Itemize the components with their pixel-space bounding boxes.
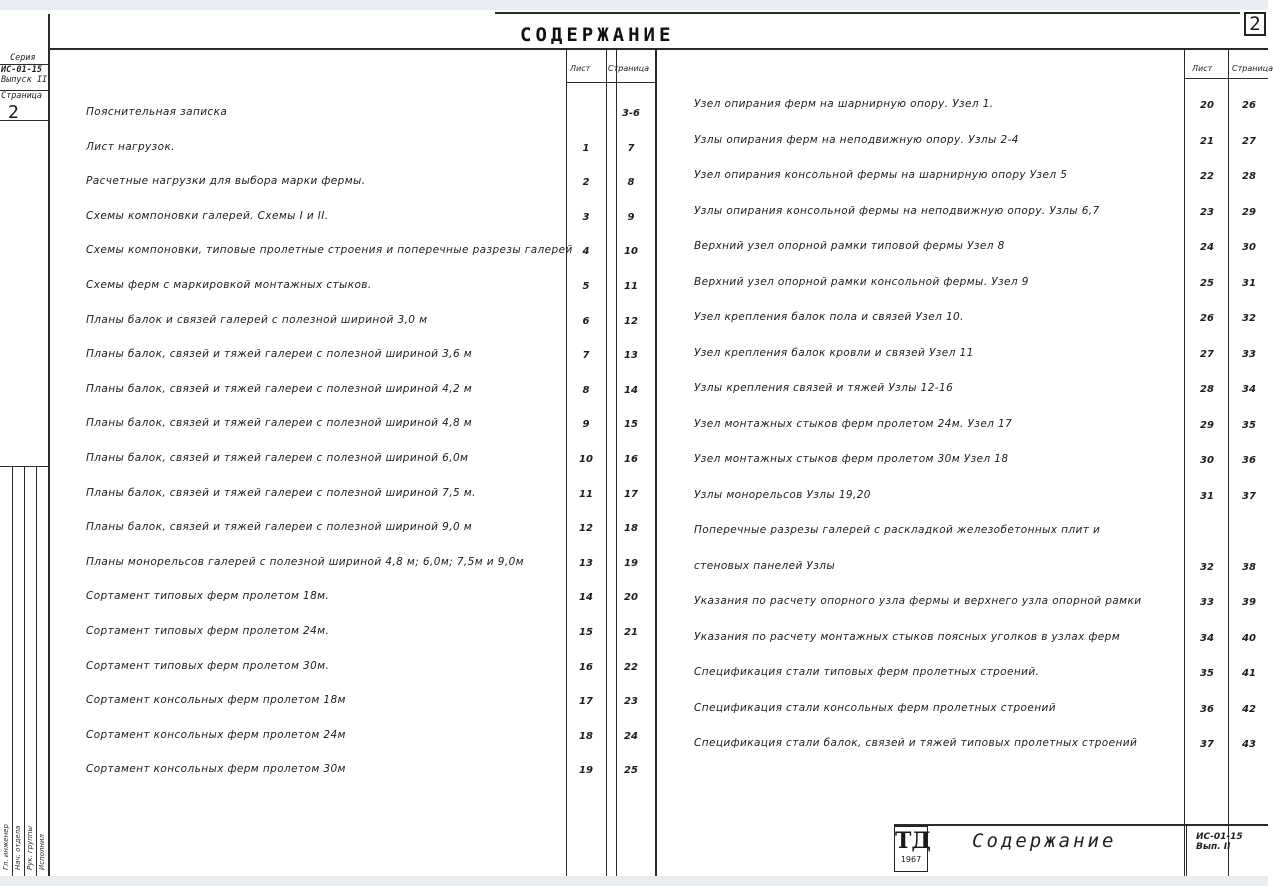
contents-entry-title: Сортамент типовых ферм пролетом 30м. <box>86 659 330 672</box>
contents-entry-page: 30 <box>1242 242 1256 253</box>
contents-entry-page: 38 <box>1242 561 1256 573</box>
contents-entry-page: 31 <box>1242 277 1256 289</box>
contents-entry-sheet: 9 <box>582 419 590 431</box>
contents-entry-sheet: 14 <box>579 592 593 604</box>
contents-entry-title: Сортамент консольных ферм пролетом 18м <box>86 694 346 707</box>
contents-entry-sheet: 7 <box>582 350 590 362</box>
contents-entry-page: 39 <box>1242 597 1256 608</box>
contents-entry-title: Планы балок, связей и тяжей галереи с полезной шириной 9,0 м <box>86 521 473 534</box>
signature-col-2 <box>24 466 25 876</box>
contents-entry-sheet: 3 <box>582 211 590 223</box>
signature-col-3 <box>36 466 37 876</box>
contents-entry-title: Планы балок и связей галерей с полезной шириной 3,0 м <box>86 313 428 326</box>
contents-entry-title: Верхний узел опорной рамки консольной фермы. Узел 9 <box>694 275 1029 288</box>
frame-top-line <box>495 12 1240 14</box>
contents-entry-title: Спецификация стали консольных ферм пролетных строений <box>694 701 1056 714</box>
contents-entry-title: Верхний узел опорной рамки типовой фермы Узел 8 <box>694 240 1005 252</box>
contents-entry-sheet: 20 <box>1200 100 1214 111</box>
contents-entry-page: 19 <box>624 557 638 569</box>
institute-logo: ТД <box>895 828 931 854</box>
contents-entry-page: 20 <box>624 592 638 604</box>
contents-entry-title: Узел крепления балок кровли и связей Узел 11 <box>694 346 974 359</box>
contents-entry-page: 25 <box>624 765 638 777</box>
right-sheet-header: Лист <box>1192 64 1213 73</box>
contents-entry-sheet: 32 <box>1200 561 1214 573</box>
contents-entry-sheet: 28 <box>1200 384 1214 395</box>
contents-entry-sheet: 36 <box>1200 703 1214 715</box>
signature-role-4: Исполнил <box>38 833 46 870</box>
contents-entry-title: Узел крепления балок пола и связей Узел 10. <box>694 311 964 323</box>
contents-entry-page: 17 <box>624 488 638 500</box>
contents-entry-sheet: 25 <box>1200 277 1214 289</box>
contents-entry-page: 23 <box>624 696 638 708</box>
contents-entry-title: Спецификация стали типовых ферм пролетных строений. <box>694 666 1040 678</box>
contents-entry-sheet: 29 <box>1200 419 1214 431</box>
signature-role-3: Рук. группы <box>26 826 34 870</box>
contents-entry-sheet: 16 <box>579 661 593 673</box>
contents-entry-title: Планы балок, связей и тяжей галереи с полезной шириной 7,5 м. <box>86 486 476 499</box>
side-series-label: Серия <box>10 53 36 63</box>
contents-entry-page: 16 <box>624 454 638 465</box>
contents-entry-page: 43 <box>1242 739 1256 750</box>
contents-entry-sheet: 5 <box>582 281 590 292</box>
contents-entry-page: 27 <box>1242 135 1256 147</box>
contents-entry-page: 15 <box>624 419 638 431</box>
contents-entry-title: Схемы компоновки, типовые пролетные строения и поперечные разрезы галерей <box>86 244 573 257</box>
right-page-header: Страница <box>1232 64 1273 73</box>
contents-entry-title: Указания по расчету монтажных стыков поясных уголков в узлах ферм <box>694 630 1121 643</box>
contents-entry-page: 7 <box>627 142 635 154</box>
contents-entry-sheet: 12 <box>579 523 593 535</box>
contents-entry-page: 14 <box>624 384 638 396</box>
left-header-rule <box>566 82 656 83</box>
contents-entry-sheet: 15 <box>579 627 593 638</box>
contents-entry-page: 26 <box>1242 100 1256 111</box>
contents-entry-title: Сортамент консольных ферм пролетом 30м <box>86 763 346 776</box>
contents-entry-title: Сортамент консольных ферм пролетом 24м <box>86 728 346 741</box>
contents-entry-sheet: 24 <box>1200 242 1214 253</box>
titleblock-divider <box>1186 824 1187 876</box>
contents-entry-page: 11 <box>624 281 638 292</box>
side-page-number: 2 <box>8 102 19 123</box>
side-page-label: Страница <box>1 91 42 101</box>
contents-entry-sheet: 34 <box>1200 632 1214 644</box>
contents-entry-title: Сортамент типовых ферм пролетом 24м. <box>86 625 330 637</box>
side-series-code: ИС-01-15 <box>1 65 42 75</box>
right-page-col-line <box>1228 48 1229 876</box>
contents-entry-sheet: 11 <box>579 488 593 500</box>
contents-entry-title: Планы балок, связей и тяжей галереи с полезной шириной 4,2 м <box>86 382 473 395</box>
contents-entry-page: 34 <box>1242 384 1256 395</box>
contents-entry-title: Узел монтажных стыков ферм пролетом 30м Узел 18 <box>694 453 1009 465</box>
right-sheet-col-line <box>1184 48 1185 876</box>
contents-entry-page: 9 <box>627 211 635 223</box>
signature-col-1 <box>12 466 13 876</box>
contents-entry-title: Планы балок, связей и тяжей галереи с полезной шириной 4,8 м <box>86 417 473 430</box>
titleblock-code: ИС-01-15 Вып. II <box>1196 832 1243 852</box>
header-rule <box>48 48 1268 50</box>
contents-entry-title: Поперечные разрезы галерей с раскладкой железобетонных плит и <box>694 524 1101 536</box>
contents-entry-sheet: 2 <box>582 177 590 189</box>
right-header-rule <box>1184 78 1268 79</box>
contents-entry-sheet: 1 <box>582 142 590 154</box>
left-page-col-start <box>606 48 607 876</box>
left-sheet-col-line <box>566 48 567 876</box>
contents-entry-title: Планы балок, связей и тяжей галереи с полезной шириной 6,0м <box>86 452 469 464</box>
contents-entry-title: Узел опирания консольной фермы на шарнирную опору Узел 5 <box>694 169 1068 181</box>
contents-entry-title: Узел опирания ферм на шарнирную опору. Узел 1. <box>694 98 994 110</box>
contents-entry-sheet: 37 <box>1200 739 1214 750</box>
contents-entry-page: 28 <box>1242 171 1256 182</box>
contents-entry-page: 22 <box>624 661 638 673</box>
contents-entry-page: 18 <box>624 523 638 535</box>
contents-entry-page: 13 <box>624 350 638 362</box>
contents-entry-title: Пояснительная записка <box>86 106 228 118</box>
titleblock-name: Содержание <box>972 830 1117 852</box>
contents-entry-sheet: 10 <box>579 454 593 465</box>
contents-entry-title: Планы балок, связей и тяжей галереи с полезной шириной 3,6 м <box>86 348 473 361</box>
contents-entry-sheet: 33 <box>1200 597 1214 608</box>
contents-entry-title: Лист нагрузок. <box>86 140 175 153</box>
signature-role-2: Нач. отдела <box>14 825 22 870</box>
contents-entry-page: 33 <box>1242 348 1256 360</box>
top-margin <box>0 0 1268 10</box>
signature-role-1: Гл. инженер <box>2 824 10 870</box>
contents-entry-page: 10 <box>624 246 638 258</box>
left-sheet-header: Лист <box>570 64 591 73</box>
contents-entry-title: Спецификация стали балок, связей и тяжей типовых пролетных строений <box>694 737 1138 749</box>
contents-entry-title: Узлы опирания консольной фермы на неподвижную опору. Узлы 6,7 <box>694 204 1100 217</box>
contents-entry-page: 24 <box>624 730 638 742</box>
contents-entry-title: Указания по расчету опорного узла фермы и верхнего узла опорной рамки <box>694 595 1142 607</box>
contents-entry-page: 3-6 <box>621 108 641 119</box>
bottom-margin <box>0 876 1268 886</box>
contents-entry-title: Узлы опирания ферм на неподвижную опору. Узлы 2-4 <box>694 133 1019 146</box>
contents-entry-page: 41 <box>1242 668 1256 679</box>
contents-entry-sheet: 17 <box>579 696 593 708</box>
titleblock-top <box>894 824 1268 826</box>
contents-entry-title: Схемы компоновки галерей. Схемы I и II. <box>86 209 329 222</box>
contents-entry-sheet: 4 <box>582 246 590 258</box>
contents-entry-page: 36 <box>1242 455 1256 466</box>
contents-entry-title: Планы монорельсов галерей с полезной шириной 4,8 м; 6,0м; 7,5м и 9,0м <box>86 555 524 568</box>
left-page-header: Страница <box>608 64 650 73</box>
center-divider <box>655 48 657 876</box>
contents-entry-page: 29 <box>1242 206 1256 218</box>
page-number-box: 2 <box>1244 12 1266 36</box>
contents-entry-page: 35 <box>1242 419 1256 431</box>
contents-entry-sheet: 18 <box>579 730 593 742</box>
contents-entry-sheet: 21 <box>1200 135 1214 147</box>
contents-entry-sheet: 8 <box>582 384 590 396</box>
frame-left-line <box>48 14 50 876</box>
contents-entry-sheet: 30 <box>1200 455 1214 466</box>
contents-entry-sheet: 35 <box>1200 668 1214 679</box>
contents-entry-title: Расчетные нагрузки для выбора марки фермы. <box>86 175 366 188</box>
contents-entry-page: 21 <box>624 627 638 638</box>
contents-entry-page: 37 <box>1242 490 1256 502</box>
contents-entry-title: стеновых панелей Узлы <box>694 559 836 572</box>
contents-entry-sheet: 27 <box>1200 348 1214 360</box>
institute-stamp <box>894 826 931 872</box>
contents-entry-sheet: 13 <box>579 557 593 569</box>
contents-entry-title: Узел монтажных стыков ферм пролетом 24м. Узел 17 <box>694 417 1013 430</box>
contents-entry-sheet: 26 <box>1200 313 1214 324</box>
contents-entry-title: Схемы ферм с маркировкой монтажных стыков. <box>86 279 372 291</box>
contents-entry-title: Сортамент типовых ферм пролетом 18м. <box>86 590 330 603</box>
stamp-year: 1967 <box>900 855 922 864</box>
contents-entry-title: Узлы крепления связей и тяжей Узлы 12-16 <box>694 382 954 394</box>
contents-entry-page: 8 <box>627 177 635 189</box>
contents-entry-sheet: 19 <box>579 765 593 777</box>
contents-entry-title: Узлы монорельсов Узлы 19,20 <box>694 488 871 501</box>
document-title: СОДЕРЖАНИЕ <box>520 24 675 46</box>
side-issue: Выпуск II <box>1 75 48 85</box>
contents-entry-sheet: 31 <box>1200 490 1214 502</box>
contents-entry-sheet: 23 <box>1200 206 1214 218</box>
contents-entry-page: 40 <box>1242 632 1256 644</box>
contents-entry-sheet: 22 <box>1200 171 1214 182</box>
contents-entry-page: 12 <box>624 315 638 327</box>
contents-entry-page: 32 <box>1242 313 1256 324</box>
contents-entry-sheet: 6 <box>582 315 590 327</box>
contents-entry-page: 42 <box>1242 703 1256 715</box>
